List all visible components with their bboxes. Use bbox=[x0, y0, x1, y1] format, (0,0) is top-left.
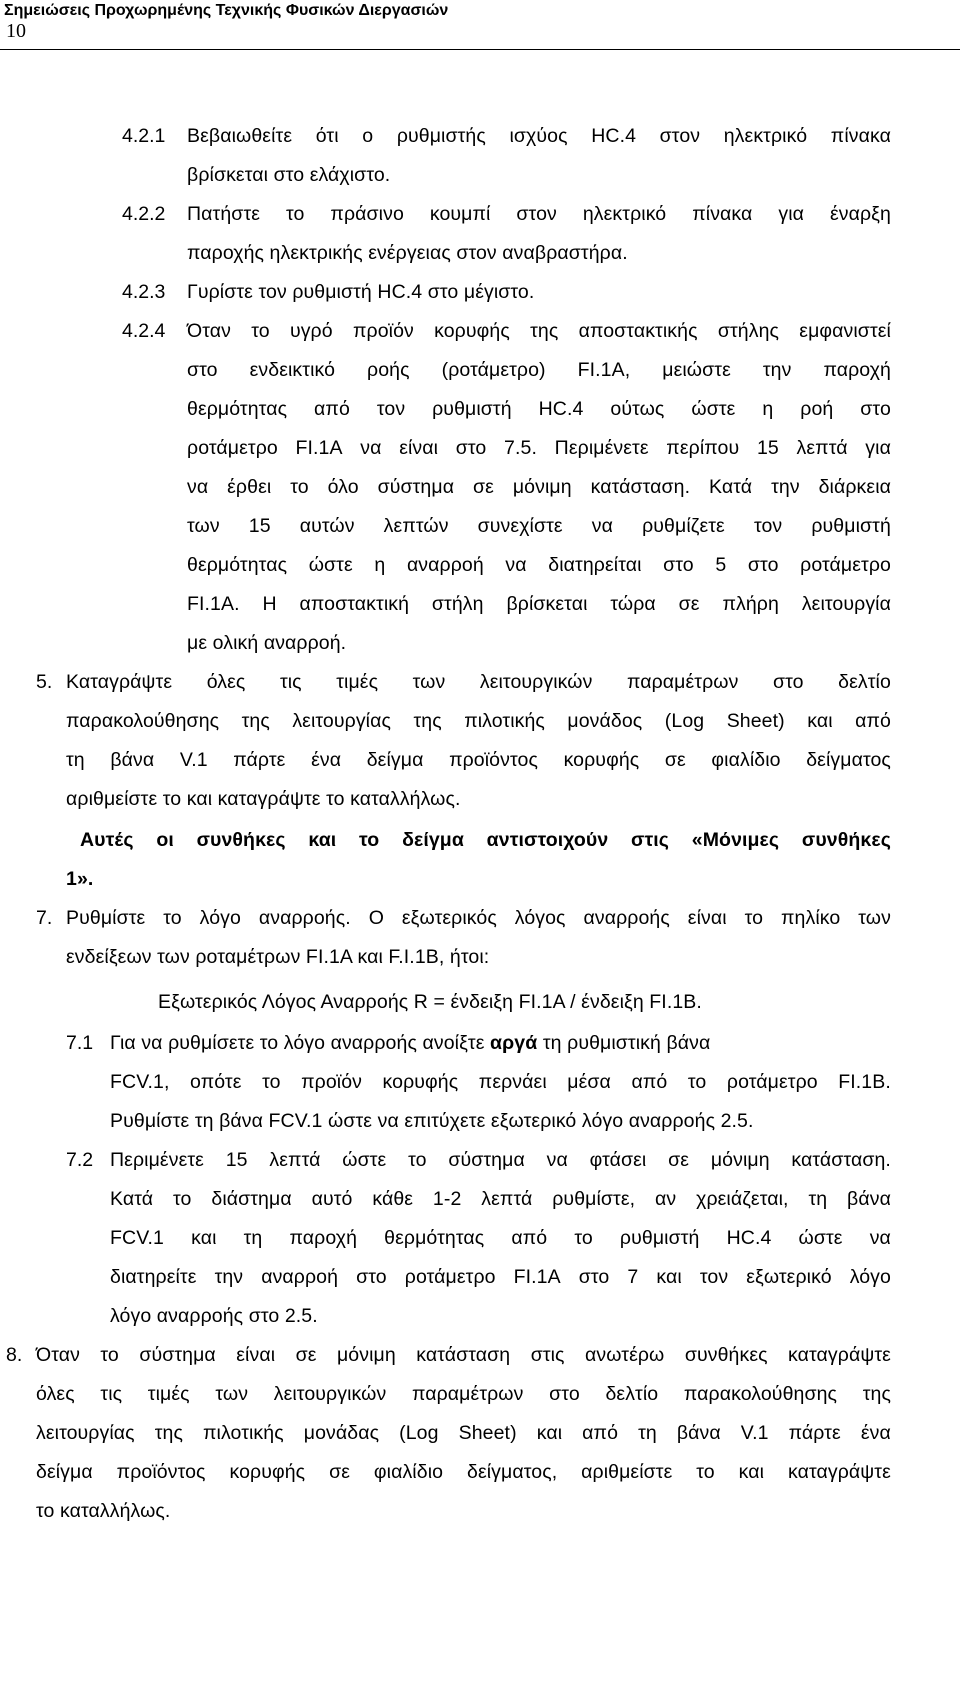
word: προϊόν bbox=[352, 320, 414, 342]
word: Ρυθμίστε bbox=[66, 907, 146, 929]
word: μόνιμη bbox=[512, 476, 572, 498]
word: λειτουργίας bbox=[36, 1422, 135, 1444]
word: περνάει bbox=[478, 1071, 547, 1093]
word: σε bbox=[668, 1149, 690, 1171]
step-7-1-line-1-text-a: Για να ρυθμίσετε το λόγο αναρροής ανοίξτε bbox=[110, 1032, 485, 1054]
word: (Log bbox=[399, 1422, 439, 1444]
word: και bbox=[656, 1266, 682, 1288]
header-divider bbox=[0, 49, 960, 50]
word: μέσα bbox=[567, 1071, 611, 1093]
word: να bbox=[591, 515, 614, 537]
word: το bbox=[251, 320, 270, 342]
word: Κατά bbox=[709, 476, 753, 498]
word: HC.4 bbox=[591, 125, 637, 147]
word: και bbox=[536, 1422, 563, 1444]
word: πλήρη bbox=[722, 593, 779, 615]
word: τον bbox=[376, 398, 406, 420]
step-7-1-line-1 bbox=[110, 1031, 891, 1055]
word: έρθει bbox=[227, 476, 272, 498]
word: των bbox=[187, 515, 220, 537]
word: σε bbox=[678, 593, 700, 615]
step-7-2-line-1 bbox=[110, 1148, 891, 1172]
word: πάρτε bbox=[233, 749, 286, 771]
word: μονάδας bbox=[303, 1422, 380, 1444]
step-8-line-4 bbox=[36, 1460, 891, 1484]
word: και bbox=[308, 829, 337, 851]
word: τη bbox=[243, 1227, 263, 1249]
word: στο bbox=[578, 1266, 610, 1288]
word: περίπου bbox=[666, 437, 740, 459]
word: το bbox=[359, 829, 380, 851]
step-4-2-2-line-1 bbox=[187, 202, 891, 226]
word: αποστακτικής bbox=[578, 320, 698, 342]
word: η bbox=[374, 554, 386, 576]
word: τιμές bbox=[336, 671, 379, 693]
step-4-2-4-line-3 bbox=[187, 397, 891, 421]
step-5-line-3 bbox=[66, 748, 891, 772]
step-4-2-4-line-6 bbox=[187, 514, 891, 538]
word: το bbox=[744, 907, 764, 929]
word: να bbox=[869, 1227, 891, 1249]
word: να bbox=[546, 1149, 568, 1171]
word: διατηρείτε bbox=[110, 1266, 197, 1288]
word: FI.1A. bbox=[187, 593, 240, 615]
word: (Log bbox=[664, 710, 705, 732]
step-number-5: 5. bbox=[36, 671, 53, 693]
word: τον bbox=[753, 515, 783, 537]
word: λειτουργικών bbox=[479, 671, 593, 693]
word: αντιστοιχούν bbox=[486, 829, 609, 851]
word: συνθήκες bbox=[684, 1344, 768, 1366]
word: μόνιμη bbox=[336, 1344, 396, 1366]
word: κουμπί bbox=[429, 203, 491, 225]
word: ισχύος bbox=[509, 125, 568, 147]
word: FI.1B. bbox=[838, 1071, 891, 1093]
step-8-line-2 bbox=[36, 1382, 891, 1406]
word: τις bbox=[279, 671, 302, 693]
word: η bbox=[762, 398, 774, 420]
word: βάνα bbox=[847, 1188, 891, 1210]
word: ένα bbox=[860, 1422, 891, 1444]
word: ροτάμετρο bbox=[404, 1266, 496, 1288]
word: είναι bbox=[236, 1344, 276, 1366]
word: FI.1A bbox=[513, 1266, 561, 1288]
word: ενδεικτικό bbox=[249, 359, 336, 381]
word: το bbox=[262, 1071, 281, 1093]
word: στο bbox=[356, 1266, 387, 1288]
word: από bbox=[631, 1071, 668, 1093]
word: παρακολούθησης bbox=[66, 710, 220, 732]
step-7-1-slowly-emphasis: αργά bbox=[490, 1032, 538, 1054]
step-4-2-4-line-1 bbox=[187, 319, 891, 343]
step-8-line-5: το καταλλήλως. bbox=[36, 1500, 171, 1522]
running-header-title: Σημειώσεις Προχωρημένης Τεχνικής Φυσικών Διεργασιών bbox=[4, 2, 449, 19]
step-7-1-line-2 bbox=[110, 1070, 891, 1094]
word: αποστακτική bbox=[299, 593, 410, 615]
word: τιμές bbox=[147, 1383, 190, 1405]
word: σύστημα bbox=[377, 476, 455, 498]
step-7-line-2: ενδείξεων των ροταμέτρων FI.1A και F.I.1B, ήτοι: bbox=[66, 946, 490, 968]
step-number-8: 8. bbox=[6, 1344, 23, 1366]
step-4-2-4-line-7 bbox=[187, 553, 891, 577]
word: δείγματος, bbox=[466, 1461, 558, 1483]
word: ηλεκτρικό bbox=[723, 125, 808, 147]
word: ροτάμετρο bbox=[187, 437, 278, 459]
step-4-2-4-line-2 bbox=[187, 358, 891, 382]
word: Όταν bbox=[187, 320, 231, 342]
word: λόγος bbox=[514, 907, 566, 929]
word: και bbox=[807, 710, 833, 732]
word: ροή bbox=[800, 398, 834, 420]
word: λόγο bbox=[849, 1266, 891, 1288]
word: εξωτερικό bbox=[746, 1266, 832, 1288]
word: λεπτά bbox=[269, 1149, 321, 1171]
word: την bbox=[771, 476, 800, 498]
word: σύστημα bbox=[448, 1149, 525, 1171]
word: διάστημα bbox=[211, 1188, 292, 1210]
step-number-4-2-3: 4.2.3 bbox=[122, 281, 166, 303]
word: να bbox=[505, 554, 527, 576]
word: στις bbox=[631, 829, 670, 851]
word: το bbox=[574, 1227, 593, 1249]
word: το bbox=[408, 1149, 427, 1171]
word: στο bbox=[663, 554, 694, 576]
word: της bbox=[241, 710, 270, 732]
word: συνθήκες bbox=[801, 829, 891, 851]
word: πίνακα bbox=[830, 125, 891, 147]
word: στον bbox=[659, 125, 701, 147]
word: Αυτές bbox=[80, 829, 134, 851]
word: FI.1A, bbox=[577, 359, 631, 381]
word: προϊόντος bbox=[116, 1461, 206, 1483]
word: το bbox=[100, 1344, 119, 1366]
page-number: 10 bbox=[6, 20, 26, 42]
word: το bbox=[687, 1071, 707, 1093]
word: στο bbox=[860, 398, 891, 420]
word: κορυφής bbox=[563, 749, 640, 771]
word: 7 bbox=[627, 1266, 639, 1288]
word: θερμότητας bbox=[187, 398, 288, 420]
word: ώστε bbox=[308, 554, 353, 576]
step-7-1-line-1-text-c: τη ρυθμιστική βάνα bbox=[542, 1032, 711, 1054]
word: κάθε bbox=[372, 1188, 414, 1210]
word: κατάσταση. bbox=[791, 1149, 891, 1171]
word: τη bbox=[808, 1188, 828, 1210]
step-4-2-4-line-5 bbox=[187, 475, 891, 499]
word: για bbox=[865, 437, 891, 459]
word: Όταν bbox=[36, 1344, 80, 1366]
word: λεπτά bbox=[481, 1188, 533, 1210]
step-4-2-4-line-8 bbox=[187, 592, 891, 616]
word: πηλίκο bbox=[781, 907, 841, 929]
word: και bbox=[191, 1227, 217, 1249]
word: V.1 bbox=[179, 749, 208, 771]
step-7-2-line-2 bbox=[110, 1187, 891, 1211]
word: χρειάζεται, bbox=[696, 1188, 789, 1210]
word: στις bbox=[530, 1344, 565, 1366]
word: τον bbox=[699, 1266, 729, 1288]
word: κορυφής bbox=[434, 320, 510, 342]
word: κατάσταση bbox=[416, 1344, 511, 1366]
word: ρυθμίστε, bbox=[552, 1188, 636, 1210]
word: από bbox=[314, 398, 350, 420]
word: ρυθμιστή bbox=[432, 398, 512, 420]
word: FCV.1 bbox=[110, 1227, 164, 1249]
word: από bbox=[511, 1227, 548, 1249]
step-4-2-3-line-1: Γυρίστε τον ρυθμιστή HC.4 στο μέγιστο. bbox=[187, 281, 535, 303]
step-7-2-line-5: λόγο αναρροής στο 2.5. bbox=[110, 1305, 318, 1327]
word: στο bbox=[187, 359, 218, 381]
word: 15 bbox=[756, 437, 779, 459]
word: FI.1A bbox=[295, 437, 343, 459]
word: από bbox=[855, 710, 891, 732]
step-number-7-1: 7.1 bbox=[66, 1032, 94, 1054]
word: λειτουργίας bbox=[292, 710, 391, 732]
word: φιαλίδιο bbox=[373, 1461, 444, 1483]
word: Βεβαιωθείτε bbox=[187, 125, 293, 147]
step-5-line-4: αριθμείστε το και καταγράψτε το καταλλήλως. bbox=[66, 788, 461, 810]
word: δελτίο bbox=[838, 671, 891, 693]
word: ούτως bbox=[610, 398, 665, 420]
word: ρυθμίζετε bbox=[642, 515, 725, 537]
word: FCV.1, bbox=[110, 1071, 170, 1093]
word: σε bbox=[472, 476, 494, 498]
word: στο bbox=[455, 437, 487, 459]
word: προϊόντος bbox=[449, 749, 538, 771]
step-7-2-line-4 bbox=[110, 1265, 891, 1289]
word: ώστε bbox=[691, 398, 736, 420]
word: συνεχίστε bbox=[477, 515, 563, 537]
reflux-ratio-formula: Εξωτερικός Λόγος Αναρροής R = ένδειξη FI.1A / ένδειξη FI.1B. bbox=[158, 991, 702, 1013]
word: καταγράψτε bbox=[788, 1344, 891, 1366]
word: λεπτών bbox=[383, 515, 449, 537]
word: αριθμείστε bbox=[581, 1461, 673, 1483]
word: ρυθμιστή bbox=[811, 515, 891, 537]
word: ώστε bbox=[342, 1149, 387, 1171]
step-number-4-2-2: 4.2.2 bbox=[122, 203, 166, 225]
word: την bbox=[762, 359, 792, 381]
word: τη bbox=[66, 749, 85, 771]
word: της bbox=[154, 1422, 183, 1444]
word: δείγματος bbox=[806, 749, 891, 771]
word: Ο bbox=[368, 907, 384, 929]
word: στήλης bbox=[717, 320, 780, 342]
word: 15 bbox=[248, 515, 271, 537]
word: ηλεκτρικό bbox=[582, 203, 667, 225]
word: Sheet) bbox=[458, 1422, 517, 1444]
word: παροχή bbox=[823, 359, 891, 381]
steady-state-note-line-1 bbox=[80, 828, 891, 852]
word: 5 bbox=[715, 554, 727, 576]
word: (ροτάμετρο) bbox=[441, 359, 546, 381]
step-4-2-4-line-9: με ολική αναρροή. bbox=[187, 632, 347, 654]
word: κορυφής bbox=[229, 1461, 306, 1483]
word: σε bbox=[329, 1461, 350, 1483]
word: στο bbox=[773, 671, 804, 693]
word: όλο bbox=[327, 476, 359, 498]
step-4-2-2-line-2: παροχής ηλεκτρικής ενέργειας στον αναβραστήρα. bbox=[187, 242, 628, 264]
word: ένα bbox=[311, 749, 342, 771]
word: θερμότητας bbox=[384, 1227, 485, 1249]
word: ρυθμιστή bbox=[619, 1227, 700, 1249]
word: και bbox=[738, 1461, 765, 1483]
word: πάρτε bbox=[788, 1422, 841, 1444]
word: τη bbox=[638, 1422, 657, 1444]
word: να bbox=[360, 437, 382, 459]
step-number-4-2-4: 4.2.4 bbox=[122, 320, 166, 342]
word: διατηρείται bbox=[548, 554, 642, 576]
word: Η bbox=[262, 593, 277, 615]
word: κορυφής bbox=[382, 1071, 459, 1093]
word: των bbox=[215, 1383, 249, 1405]
word: οπότε bbox=[190, 1071, 242, 1093]
word: HC.4 bbox=[538, 398, 584, 420]
word: «Μόνιμες bbox=[691, 829, 780, 851]
word: από bbox=[582, 1422, 619, 1444]
word: Καταγράψτε bbox=[66, 671, 173, 693]
word: αυτών bbox=[299, 515, 355, 537]
word: σε bbox=[664, 749, 686, 771]
word: κατάσταση. bbox=[590, 476, 691, 498]
word: αναρροής. bbox=[258, 907, 351, 929]
word: εξωτερικός bbox=[401, 907, 497, 929]
word: σύστημα bbox=[139, 1344, 216, 1366]
word: ο bbox=[362, 125, 374, 147]
word: 7.5. bbox=[504, 437, 537, 459]
word: έναρξη bbox=[829, 203, 891, 225]
word: αυτό bbox=[311, 1188, 353, 1210]
step-7-2-line-3 bbox=[110, 1226, 891, 1250]
word: λειτουργικών bbox=[273, 1383, 387, 1405]
step-4-2-1-line-1 bbox=[187, 124, 891, 148]
word: ροής bbox=[367, 359, 410, 381]
word: εμφανιστεί bbox=[799, 320, 891, 342]
word: το bbox=[696, 1461, 715, 1483]
word: φιαλίδιο bbox=[711, 749, 781, 771]
word: προϊόν bbox=[301, 1071, 362, 1093]
word: αν bbox=[655, 1188, 677, 1210]
word: να bbox=[187, 476, 209, 498]
step-7-line-1 bbox=[66, 906, 891, 930]
word: φτάσει bbox=[589, 1149, 647, 1171]
word: λεπτά bbox=[796, 437, 848, 459]
word: πίνακα bbox=[692, 203, 753, 225]
word: ότι bbox=[315, 125, 339, 147]
word: παροχή bbox=[289, 1227, 358, 1249]
word: τις bbox=[100, 1383, 123, 1405]
word: λειτουργία bbox=[801, 593, 891, 615]
word: στήλη bbox=[431, 593, 484, 615]
step-4-2-1-line-2: βρίσκεται στο ελάχιστο. bbox=[187, 164, 391, 186]
word: όλες bbox=[206, 671, 246, 693]
word: αναρροή bbox=[406, 554, 484, 576]
word: HC.4 bbox=[726, 1227, 772, 1249]
word: μόνιμη bbox=[710, 1149, 770, 1171]
word: αναρροής bbox=[583, 907, 670, 929]
word: στο bbox=[549, 1383, 580, 1405]
word: είναι bbox=[399, 437, 439, 459]
word: το bbox=[173, 1188, 192, 1210]
word: ώστε bbox=[798, 1227, 843, 1249]
word: των bbox=[858, 907, 891, 929]
step-8-line-1 bbox=[36, 1343, 891, 1367]
word: το bbox=[290, 476, 309, 498]
step-7-1-line-3: Ρυθμίστε τη βάνα FCV.1 ώστε να επιτύχετε εξωτερικό λόγο αναρροής 2.5. bbox=[110, 1110, 754, 1132]
word: το bbox=[285, 203, 305, 225]
word: συνθήκες bbox=[196, 829, 286, 851]
word: μονάδος bbox=[567, 710, 643, 732]
steady-state-note-line-2: 1». bbox=[66, 868, 94, 890]
word: το bbox=[163, 907, 182, 929]
word: V.1 bbox=[740, 1422, 769, 1444]
word: οι bbox=[156, 829, 174, 851]
word: υγρό bbox=[289, 320, 333, 342]
word: Περιμένετε bbox=[554, 437, 649, 459]
step-number-4-2-1: 4.2.1 bbox=[122, 125, 166, 147]
word: δείγμα bbox=[36, 1461, 93, 1483]
word: για bbox=[778, 203, 804, 225]
word: βρίσκεται bbox=[506, 593, 588, 615]
word: 15 bbox=[225, 1149, 248, 1171]
word: Κατά bbox=[110, 1188, 154, 1210]
word: πιλοτικής bbox=[464, 710, 545, 732]
word: δείγμα bbox=[366, 749, 424, 771]
word: ρυθμιστής bbox=[396, 125, 486, 147]
word: των bbox=[412, 671, 446, 693]
step-number-7: 7. bbox=[36, 907, 53, 929]
word: παραμέτρων bbox=[411, 1383, 524, 1405]
word: τώρα bbox=[610, 593, 656, 615]
step-number-7-2: 7.2 bbox=[66, 1149, 94, 1171]
word: ροτάμετρο bbox=[726, 1071, 818, 1093]
word: μειώστε bbox=[662, 359, 731, 381]
word: πιλοτικής bbox=[202, 1422, 284, 1444]
word: 1-2 bbox=[432, 1188, 462, 1210]
step-4-2-4-line-4 bbox=[187, 436, 891, 460]
word: θερμότητας bbox=[187, 554, 288, 576]
word: καταγράψτε bbox=[788, 1461, 891, 1483]
word: βάνα bbox=[676, 1422, 721, 1444]
word: δείγμα bbox=[402, 829, 464, 851]
word: Sheet) bbox=[726, 710, 785, 732]
word: Πατήστε bbox=[187, 203, 261, 225]
word: αναρροή bbox=[261, 1266, 339, 1288]
word: ανωτέρω bbox=[585, 1344, 665, 1366]
word: όλες bbox=[36, 1383, 75, 1405]
step-8-line-3 bbox=[36, 1421, 891, 1445]
word: είναι bbox=[687, 907, 727, 929]
word: της bbox=[530, 320, 559, 342]
word: λόγο bbox=[199, 907, 241, 929]
step-5-line-1 bbox=[66, 670, 891, 694]
word: Περιμένετε bbox=[110, 1149, 204, 1171]
word: πράσινο bbox=[330, 203, 404, 225]
word: βάνα bbox=[110, 749, 155, 771]
word: παρακολούθησης bbox=[683, 1383, 838, 1405]
word: ροτάμετρο bbox=[800, 554, 891, 576]
word: στο bbox=[747, 554, 779, 576]
word: διάρκεια bbox=[818, 476, 891, 498]
word: της bbox=[413, 710, 442, 732]
step-5-line-2 bbox=[66, 709, 891, 733]
word: δελτίο bbox=[605, 1383, 659, 1405]
word: της bbox=[862, 1383, 891, 1405]
word: την bbox=[214, 1266, 244, 1288]
word: σε bbox=[295, 1344, 317, 1366]
word: στον bbox=[516, 203, 557, 225]
word: παραμέτρων bbox=[626, 671, 739, 693]
